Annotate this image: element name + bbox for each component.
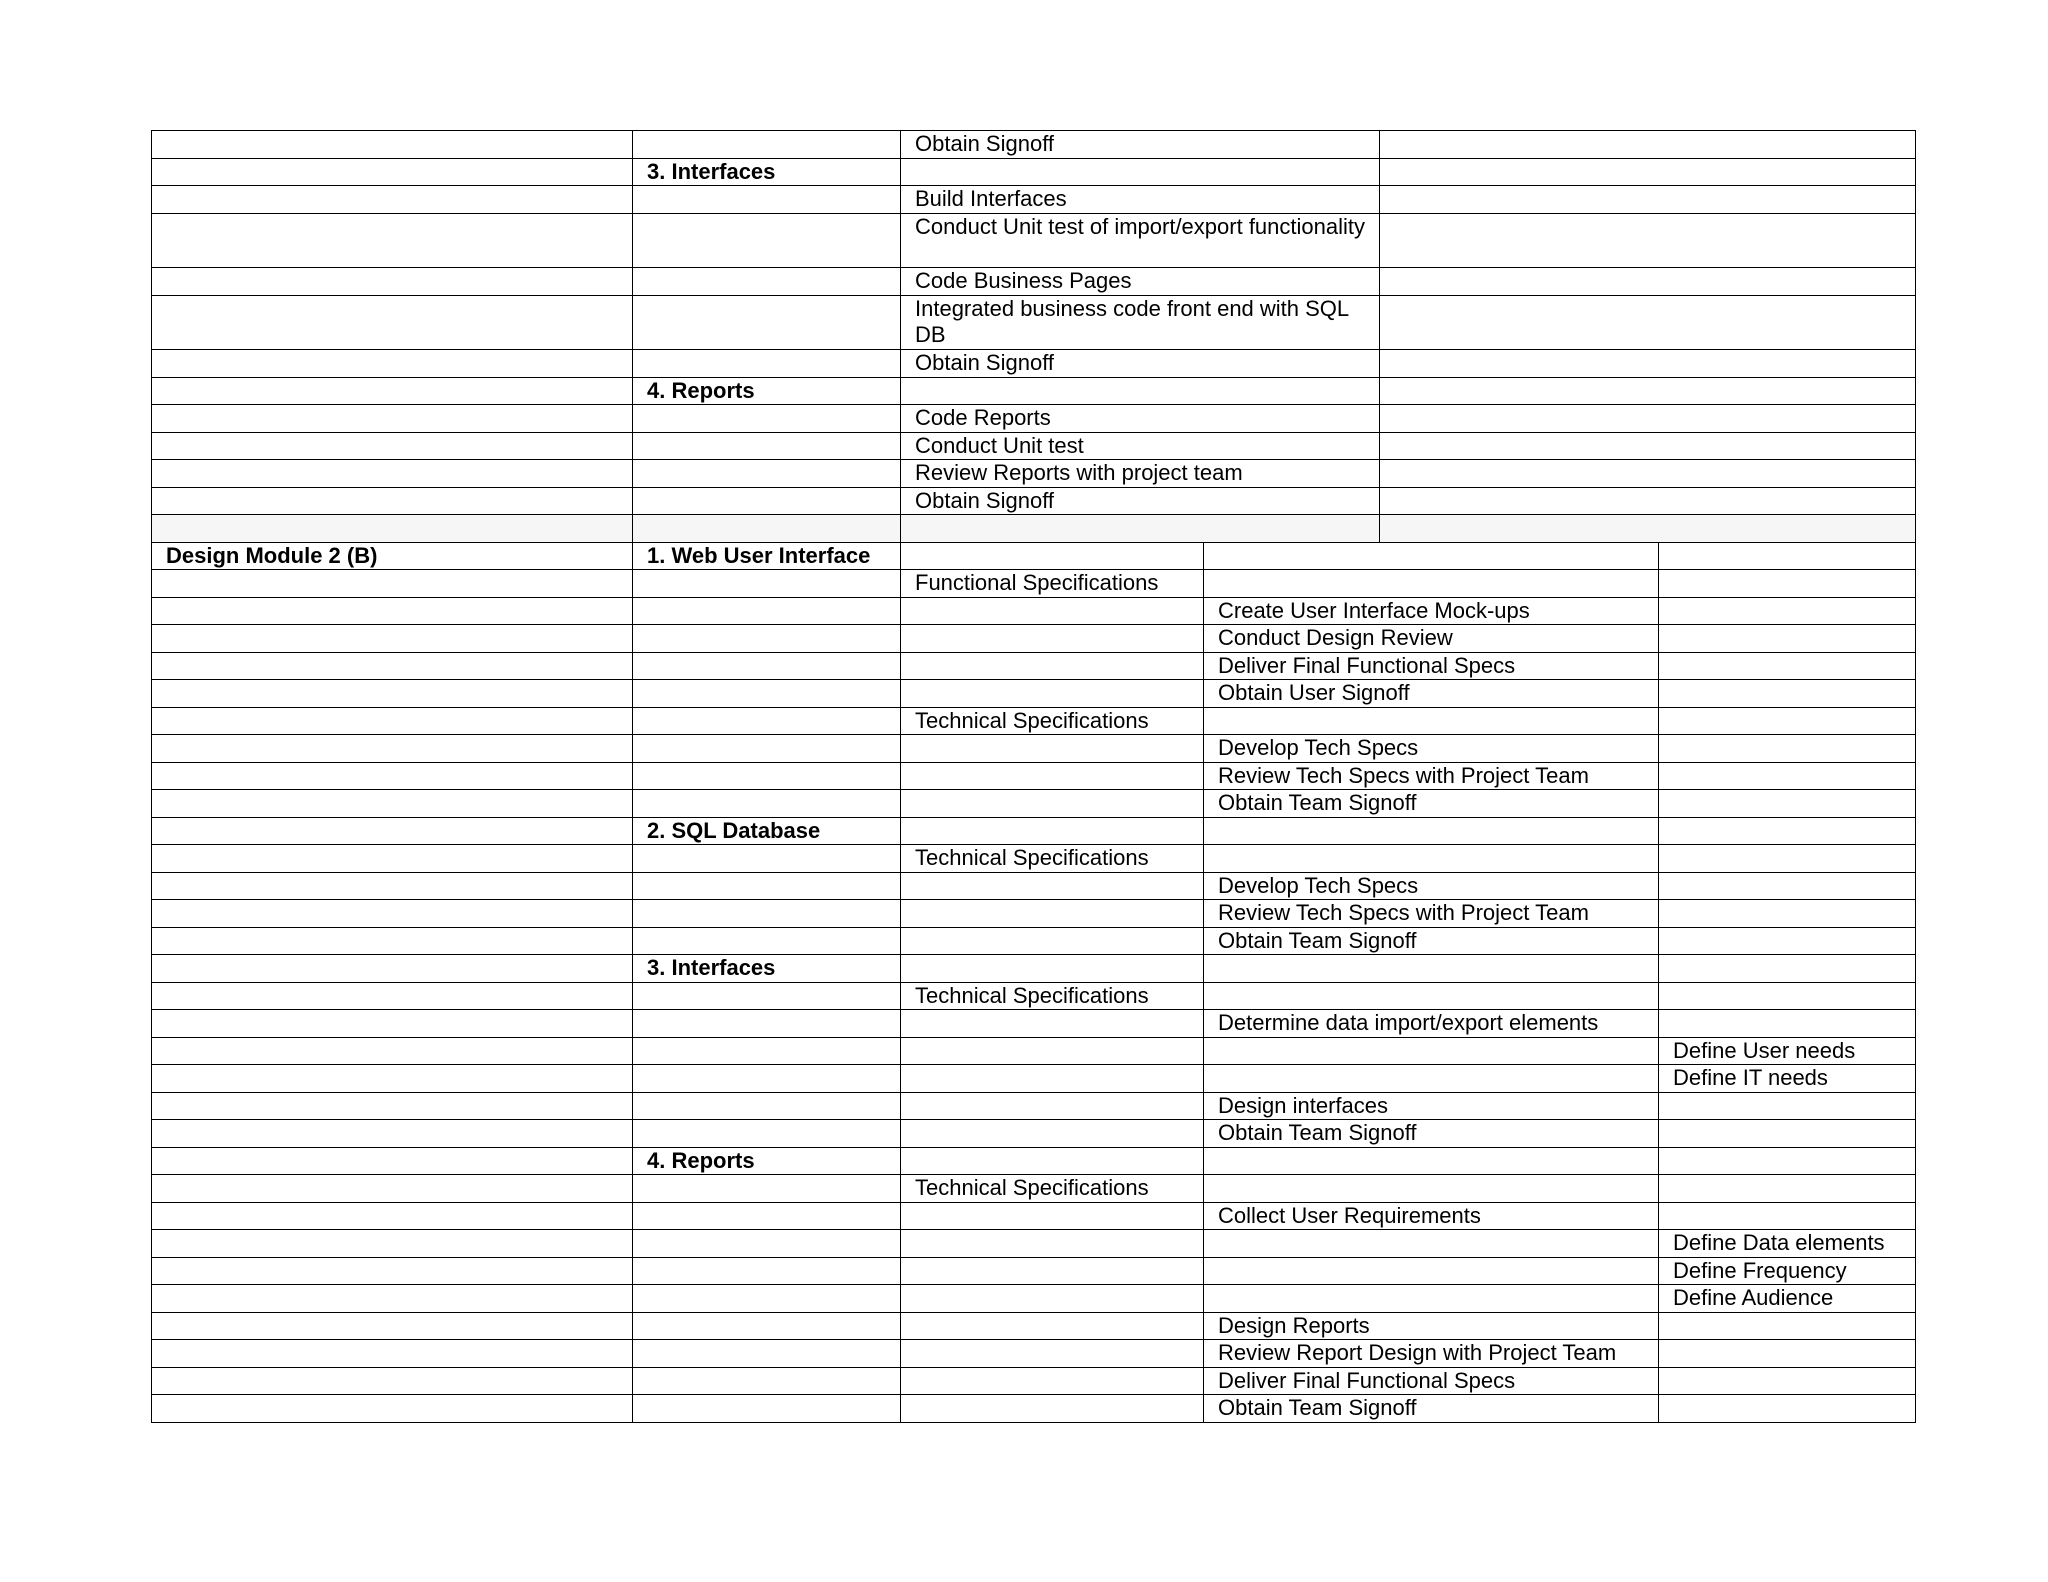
component-cell[interactable]	[633, 927, 901, 955]
phase-cell[interactable]	[901, 652, 1204, 680]
phase-cell[interactable]: Technical Specifications	[901, 707, 1204, 735]
phase-cell[interactable]	[901, 872, 1204, 900]
module-cell[interactable]	[152, 432, 633, 460]
subtask-cell[interactable]: Define Audience	[1659, 1285, 1916, 1313]
component-cell[interactable]: 2. SQL Database	[633, 817, 901, 845]
module-cell[interactable]	[152, 295, 633, 350]
phase-cell[interactable]	[901, 927, 1204, 955]
module-cell[interactable]	[152, 625, 633, 653]
notes-cell[interactable]	[1380, 515, 1916, 543]
table-row	[152, 295, 1916, 350]
table-row	[152, 186, 1916, 214]
subtask-cell[interactable]	[1659, 597, 1916, 625]
task-cell[interactable]: Obtain Team Signoff	[1204, 790, 1659, 818]
phase-cell[interactable]: Technical Specifications	[901, 845, 1204, 873]
subtask-cell[interactable]	[1659, 1092, 1916, 1120]
task-cell[interactable]: Conduct Unit test of import/export functionality	[901, 213, 1380, 268]
module-cell[interactable]	[152, 1120, 633, 1148]
notes-cell[interactable]	[1380, 350, 1916, 378]
notes-cell[interactable]	[1380, 213, 1916, 268]
task-cell[interactable]: Review Report Design with Project Team	[1204, 1340, 1659, 1368]
module-cell[interactable]	[152, 405, 633, 433]
subtask-cell[interactable]: Define User needs	[1659, 1037, 1916, 1065]
table-row	[152, 1175, 1916, 1203]
module-cell[interactable]	[152, 377, 633, 405]
task-cell[interactable]: Deliver Final Functional Specs	[1204, 1367, 1659, 1395]
phase-cell[interactable]	[901, 1285, 1204, 1313]
subtask-cell[interactable]	[1659, 1395, 1916, 1423]
notes-cell[interactable]	[1380, 295, 1916, 350]
table-row	[152, 268, 1916, 296]
component-cell[interactable]: 1. Web User Interface	[633, 542, 901, 570]
table-row	[152, 1147, 1916, 1175]
component-cell[interactable]	[633, 597, 901, 625]
module-cell[interactable]	[152, 955, 633, 983]
task-cell[interactable]: Review Tech Specs with Project Team	[1204, 762, 1659, 790]
table-row	[152, 542, 1916, 570]
module-cell[interactable]	[152, 1367, 633, 1395]
subtask-cell[interactable]	[1659, 1367, 1916, 1395]
table-row	[152, 597, 1916, 625]
table-row	[152, 1065, 1916, 1093]
phase-cell[interactable]: Technical Specifications	[901, 982, 1204, 1010]
phase-cell[interactable]	[901, 1312, 1204, 1340]
subtask-cell[interactable]	[1659, 790, 1916, 818]
phase-cell[interactable]: Technical Specifications	[901, 1175, 1204, 1203]
task-cell[interactable]: Obtain User Signoff	[1204, 680, 1659, 708]
component-cell[interactable]	[633, 213, 901, 268]
table-row	[152, 1395, 1916, 1423]
subtask-cell[interactable]	[1659, 542, 1916, 570]
subtask-cell[interactable]	[1659, 762, 1916, 790]
module-cell[interactable]	[152, 735, 633, 763]
task-cell[interactable]	[1204, 1037, 1659, 1065]
subtask-cell[interactable]	[1659, 707, 1916, 735]
phase-cell[interactable]	[901, 1147, 1204, 1175]
component-cell[interactable]	[633, 268, 901, 296]
subtask-cell[interactable]	[1659, 1340, 1916, 1368]
notes-cell[interactable]	[1380, 186, 1916, 214]
phase-cell[interactable]	[901, 542, 1204, 570]
table-row	[152, 213, 1916, 268]
module-cell[interactable]	[152, 900, 633, 928]
module-cell[interactable]	[152, 1312, 633, 1340]
subtask-cell[interactable]: Define IT needs	[1659, 1065, 1916, 1093]
subtask-cell[interactable]	[1659, 735, 1916, 763]
component-cell[interactable]	[633, 707, 901, 735]
task-cell[interactable]: Review Reports with project team	[901, 460, 1380, 488]
subtask-cell[interactable]	[1659, 652, 1916, 680]
task-cell[interactable]	[901, 158, 1380, 186]
task-cell[interactable]	[1204, 570, 1659, 598]
task-cell[interactable]: Determine data import/export elements	[1204, 1010, 1659, 1038]
module-cell[interactable]	[152, 1010, 633, 1038]
component-cell[interactable]	[633, 680, 901, 708]
component-cell[interactable]	[633, 186, 901, 214]
component-cell[interactable]	[633, 131, 901, 159]
table-row	[152, 1230, 1916, 1258]
module-cell[interactable]	[152, 1147, 633, 1175]
notes-cell[interactable]	[1380, 131, 1916, 159]
component-cell[interactable]	[633, 790, 901, 818]
task-cell[interactable]: Code Business Pages	[901, 268, 1380, 296]
task-cell[interactable]: Deliver Final Functional Specs	[1204, 652, 1659, 680]
component-cell[interactable]	[633, 405, 901, 433]
table-row	[152, 1367, 1916, 1395]
task-cell[interactable]: Code Reports	[901, 405, 1380, 433]
task-cell[interactable]: Develop Tech Specs	[1204, 735, 1659, 763]
component-cell[interactable]	[633, 295, 901, 350]
notes-cell[interactable]	[1380, 432, 1916, 460]
table-row	[152, 131, 1916, 159]
component-cell[interactable]	[633, 1312, 901, 1340]
module-cell[interactable]	[152, 1230, 633, 1258]
component-cell[interactable]: 4. Reports	[633, 377, 901, 405]
component-cell[interactable]	[633, 652, 901, 680]
module-cell[interactable]	[152, 1065, 633, 1093]
table-row	[152, 680, 1916, 708]
phase-cell[interactable]	[901, 1010, 1204, 1038]
table-row	[152, 900, 1916, 928]
table-row	[152, 625, 1916, 653]
subtask-cell[interactable]	[1659, 817, 1916, 845]
task-cell[interactable]	[1204, 845, 1659, 873]
phase-cell[interactable]	[901, 1340, 1204, 1368]
component-cell[interactable]	[633, 432, 901, 460]
task-cell[interactable]: Conduct Unit test	[901, 432, 1380, 460]
table-row	[152, 405, 1916, 433]
notes-cell[interactable]	[1380, 487, 1916, 515]
table-row	[152, 1037, 1916, 1065]
task-cell[interactable]: Integrated business code front end with SQL DB	[901, 295, 1380, 350]
task-cell[interactable]	[1204, 817, 1659, 845]
task-table-body	[152, 131, 1916, 1423]
subtask-cell[interactable]	[1659, 1147, 1916, 1175]
subtask-cell[interactable]	[1659, 1010, 1916, 1038]
module-cell[interactable]	[152, 927, 633, 955]
task-cell[interactable]: Develop Tech Specs	[1204, 872, 1659, 900]
component-cell[interactable]	[633, 1175, 901, 1203]
subtask-cell[interactable]	[1659, 680, 1916, 708]
task-cell[interactable]	[1204, 1065, 1659, 1093]
module-cell[interactable]	[152, 1175, 633, 1203]
subtask-cell[interactable]	[1659, 845, 1916, 873]
component-cell[interactable]	[633, 735, 901, 763]
module-cell[interactable]	[152, 845, 633, 873]
phase-cell[interactable]	[901, 1065, 1204, 1093]
phase-cell[interactable]	[901, 735, 1204, 763]
task-cell[interactable]: Design interfaces	[1204, 1092, 1659, 1120]
task-cell[interactable]	[1204, 707, 1659, 735]
module-cell[interactable]	[152, 1340, 633, 1368]
table-row	[152, 350, 1916, 378]
module-cell[interactable]	[152, 186, 633, 214]
task-cell[interactable]	[1204, 1147, 1659, 1175]
table-row	[152, 432, 1916, 460]
component-cell[interactable]	[633, 900, 901, 928]
table-row	[152, 570, 1916, 598]
subtask-cell[interactable]	[1659, 955, 1916, 983]
module-cell[interactable]	[152, 597, 633, 625]
component-cell[interactable]	[633, 1340, 901, 1368]
module-cell[interactable]	[152, 350, 633, 378]
notes-cell[interactable]	[1380, 268, 1916, 296]
subtask-cell[interactable]	[1659, 982, 1916, 1010]
table-row	[152, 460, 1916, 488]
table-row	[152, 487, 1916, 515]
phase-cell[interactable]	[901, 1202, 1204, 1230]
subtask-cell[interactable]	[1659, 625, 1916, 653]
phase-cell[interactable]	[901, 1257, 1204, 1285]
component-cell[interactable]	[633, 460, 901, 488]
component-cell[interactable]	[633, 1257, 901, 1285]
component-cell[interactable]	[633, 570, 901, 598]
task-cell[interactable]	[1204, 1230, 1659, 1258]
notes-cell[interactable]	[1380, 377, 1916, 405]
task-table	[151, 130, 1916, 1423]
module-cell[interactable]	[152, 515, 633, 543]
component-cell[interactable]	[633, 1285, 901, 1313]
module-cell[interactable]	[152, 817, 633, 845]
phase-cell[interactable]	[901, 1230, 1204, 1258]
component-cell[interactable]	[633, 350, 901, 378]
phase-cell[interactable]	[901, 1092, 1204, 1120]
module-cell[interactable]	[152, 1092, 633, 1120]
phase-cell[interactable]: Functional Specifications	[901, 570, 1204, 598]
table-row	[152, 1202, 1916, 1230]
component-cell[interactable]: 3. Interfaces	[633, 955, 901, 983]
task-cell[interactable]: Obtain Team Signoff	[1204, 1395, 1659, 1423]
subtask-cell[interactable]	[1659, 1312, 1916, 1340]
phase-cell[interactable]	[901, 1367, 1204, 1395]
subtask-cell[interactable]	[1659, 570, 1916, 598]
component-cell[interactable]	[633, 982, 901, 1010]
task-cell[interactable]	[1204, 542, 1659, 570]
phase-cell[interactable]	[901, 817, 1204, 845]
subtask-cell[interactable]	[1659, 900, 1916, 928]
table-row	[152, 377, 1916, 405]
component-cell[interactable]: 3. Interfaces	[633, 158, 901, 186]
phase-cell[interactable]	[901, 1120, 1204, 1148]
table-row	[152, 927, 1916, 955]
module-cell[interactable]	[152, 213, 633, 268]
subtask-cell[interactable]	[1659, 1120, 1916, 1148]
subtask-cell[interactable]	[1659, 872, 1916, 900]
component-cell[interactable]	[633, 515, 901, 543]
task-cell[interactable]: Design Reports	[1204, 1312, 1659, 1340]
module-cell[interactable]	[152, 1257, 633, 1285]
notes-cell[interactable]	[1380, 460, 1916, 488]
phase-cell[interactable]	[901, 790, 1204, 818]
task-cell[interactable]: Obtain Signoff	[901, 131, 1380, 159]
task-cell[interactable]	[1204, 982, 1659, 1010]
module-cell[interactable]	[152, 762, 633, 790]
phase-cell[interactable]	[901, 597, 1204, 625]
table-row	[152, 845, 1916, 873]
table-row	[152, 790, 1916, 818]
task-cell[interactable]: Create User Interface Mock-ups	[1204, 597, 1659, 625]
table-row	[152, 515, 1916, 543]
task-cell[interactable]	[901, 515, 1380, 543]
phase-cell[interactable]	[901, 1037, 1204, 1065]
component-cell[interactable]	[633, 1202, 901, 1230]
component-cell[interactable]	[633, 762, 901, 790]
table-row	[152, 735, 1916, 763]
module-cell[interactable]	[152, 1202, 633, 1230]
table-row	[152, 872, 1916, 900]
table-row	[152, 1340, 1916, 1368]
component-cell[interactable]	[633, 487, 901, 515]
task-cell[interactable]: Collect User Requirements	[1204, 1202, 1659, 1230]
module-cell[interactable]	[152, 268, 633, 296]
notes-cell[interactable]	[1380, 405, 1916, 433]
phase-cell[interactable]	[901, 955, 1204, 983]
module-cell[interactable]	[152, 460, 633, 488]
component-cell[interactable]: 4. Reports	[633, 1147, 901, 1175]
task-cell[interactable]: Build Interfaces	[901, 186, 1380, 214]
component-cell[interactable]	[633, 1065, 901, 1093]
component-cell[interactable]	[633, 1395, 901, 1423]
module-cell[interactable]	[152, 872, 633, 900]
table-row	[152, 1092, 1916, 1120]
module-cell[interactable]	[152, 1037, 633, 1065]
subtask-cell[interactable]: Define Frequency	[1659, 1257, 1916, 1285]
phase-cell[interactable]	[901, 900, 1204, 928]
notes-cell[interactable]	[1380, 158, 1916, 186]
table-row	[152, 1120, 1916, 1148]
phase-cell[interactable]	[901, 680, 1204, 708]
module-cell[interactable]	[152, 652, 633, 680]
table-row	[152, 955, 1916, 983]
module-cell[interactable]	[152, 680, 633, 708]
table-row	[152, 1257, 1916, 1285]
module-cell[interactable]	[152, 158, 633, 186]
task-cell[interactable]: Obtain Signoff	[901, 350, 1380, 378]
subtask-cell[interactable]	[1659, 927, 1916, 955]
component-cell[interactable]	[633, 625, 901, 653]
component-cell[interactable]	[633, 1037, 901, 1065]
module-cell[interactable]	[152, 707, 633, 735]
table-row	[152, 762, 1916, 790]
subtask-cell[interactable]	[1659, 1202, 1916, 1230]
phase-cell[interactable]	[901, 1395, 1204, 1423]
component-cell[interactable]	[633, 1010, 901, 1038]
component-cell[interactable]	[633, 1092, 901, 1120]
module-cell[interactable]	[152, 982, 633, 1010]
task-cell[interactable]: Obtain Signoff	[901, 487, 1380, 515]
phase-cell[interactable]	[901, 762, 1204, 790]
task-cell[interactable]: Obtain Team Signoff	[1204, 1120, 1659, 1148]
task-cell[interactable]	[1204, 1175, 1659, 1203]
task-cell[interactable]	[1204, 1285, 1659, 1313]
module-cell[interactable]: Design Module 2 (B)	[152, 542, 633, 570]
table-row	[152, 1312, 1916, 1340]
subtask-cell[interactable]: Define Data elements	[1659, 1230, 1916, 1258]
component-cell[interactable]	[633, 1367, 901, 1395]
table-row	[152, 1285, 1916, 1313]
module-cell[interactable]	[152, 570, 633, 598]
component-cell[interactable]	[633, 1120, 901, 1148]
table-row	[152, 817, 1916, 845]
task-cell[interactable]	[1204, 1257, 1659, 1285]
task-cell[interactable]	[901, 377, 1380, 405]
module-cell[interactable]	[152, 487, 633, 515]
phase-cell[interactable]	[901, 625, 1204, 653]
task-cell[interactable]	[1204, 955, 1659, 983]
table-row	[152, 158, 1916, 186]
task-cell[interactable]: Conduct Design Review	[1204, 625, 1659, 653]
table-row	[152, 652, 1916, 680]
task-cell[interactable]: Review Tech Specs with Project Team	[1204, 900, 1659, 928]
spreadsheet-page	[151, 130, 1915, 1423]
component-cell[interactable]	[633, 872, 901, 900]
task-cell[interactable]: Obtain Team Signoff	[1204, 927, 1659, 955]
module-cell[interactable]	[152, 790, 633, 818]
module-cell[interactable]	[152, 1285, 633, 1313]
table-row	[152, 982, 1916, 1010]
table-row	[152, 707, 1916, 735]
module-cell[interactable]	[152, 131, 633, 159]
subtask-cell[interactable]	[1659, 1175, 1916, 1203]
module-cell[interactable]	[152, 1395, 633, 1423]
table-row	[152, 1010, 1916, 1038]
component-cell[interactable]	[633, 845, 901, 873]
component-cell[interactable]	[633, 1230, 901, 1258]
